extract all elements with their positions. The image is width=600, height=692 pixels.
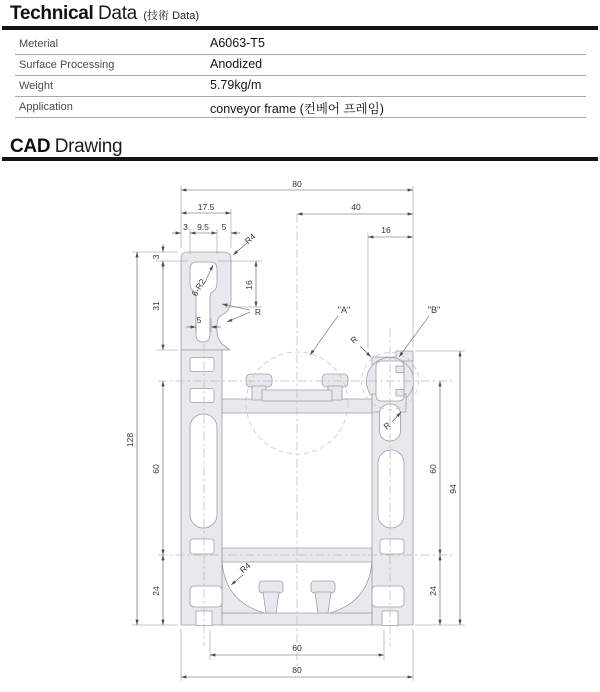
cad-drawing-title-strong: CAD: [10, 136, 51, 157]
row-value: A6063-T5: [210, 36, 265, 50]
left-wall-slot: [190, 414, 217, 528]
left-foot-pocket: [190, 586, 222, 607]
note-r-cap: R: [254, 307, 262, 317]
left-wall-notch-upper: [190, 358, 214, 372]
table-row: [15, 96, 586, 118]
note-r-channel: R: [381, 419, 393, 432]
row-value: 5.79kg/m: [210, 78, 262, 92]
technical-data-rule: [2, 26, 598, 30]
dim-left-24: 24: [151, 586, 161, 596]
right-wall-slot: [378, 450, 404, 528]
row-label: Weight: [19, 80, 54, 92]
boss-tooth-upper: [396, 366, 404, 373]
dim-seg-9-5: 9.5: [197, 222, 209, 232]
dim-left-3: 3: [151, 254, 161, 260]
bottom-post-right-stem: [315, 592, 331, 613]
technical-data-title-light: Data: [98, 3, 137, 24]
note-6-r2: 6-R2: [189, 276, 208, 298]
right-wall-chamber: [380, 539, 404, 554]
row-label: Meterial: [19, 38, 59, 50]
dim-cap-16: 16: [244, 280, 254, 290]
table-row: [15, 75, 586, 97]
dim-bottom-60: 60: [292, 643, 302, 653]
row-value: Anodized: [210, 57, 263, 71]
technical-data-title-strong: Technical: [10, 3, 94, 24]
dim-top-17-5: 17.5: [197, 202, 215, 212]
dim-left-60: 60: [151, 464, 161, 474]
note-r-boss: R: [348, 333, 360, 346]
dim-left-31: 31: [151, 301, 161, 311]
cad-drawing-title-light: Drawing: [54, 136, 123, 157]
dim-right-94: 94: [448, 484, 458, 494]
callout-b: "B": [427, 305, 441, 315]
technical-data-title-note: (技術 Data): [143, 10, 200, 22]
callout-a: "A": [337, 305, 351, 315]
cad-drawing-rule: [2, 157, 598, 161]
boss-tooth-lower: [396, 390, 404, 397]
cad-drawing-svg: [0, 164, 600, 692]
dim-seg-3: 3: [183, 222, 188, 232]
note-r4-bottom: R4: [237, 560, 253, 576]
dim-bottom-80: 80: [292, 665, 302, 675]
dim-top-16: 16: [381, 225, 391, 235]
dim-seg-5: 5: [221, 222, 227, 232]
bottom-post-left-head: [259, 581, 283, 593]
table-row: [15, 33, 586, 55]
dim-right-60: 60: [428, 464, 438, 474]
cad-drawing-title: [10, 136, 122, 158]
right-foot-pocket: [372, 586, 404, 607]
dim-right-24: 24: [428, 586, 438, 596]
dim-left-128: 128: [125, 432, 135, 448]
note-r4-top: R4: [242, 231, 258, 247]
bottom-post-right-head: [311, 581, 335, 593]
row-label: Application: [19, 101, 73, 113]
left-wall-chamber: [190, 539, 214, 554]
row-label: Surface Processing: [19, 59, 115, 71]
bottom-post-left-stem: [263, 592, 279, 613]
dim-top-80: 80: [292, 179, 302, 189]
dim-top-40: 40: [351, 202, 361, 212]
top-post-right-head: [322, 374, 348, 387]
top-post-left-head: [246, 374, 272, 387]
left-wall-notch-lower: [190, 389, 214, 403]
technical-data-title: [10, 3, 199, 25]
row-value: conveyor frame (컨베어 프레임): [210, 102, 384, 116]
dim-cap-5: 5: [196, 315, 202, 325]
bottom-right-fillet: [330, 560, 372, 613]
table-row: [15, 54, 586, 76]
